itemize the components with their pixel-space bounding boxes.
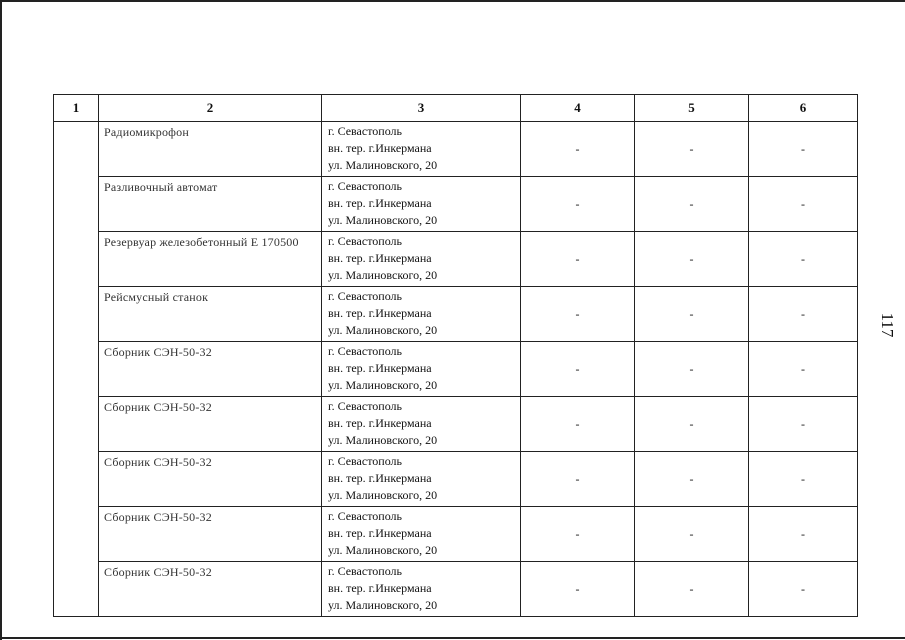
value-c6: - — [749, 507, 858, 562]
address-line: вн. тер. г.Инкермана — [328, 196, 432, 210]
item-address — [322, 342, 521, 397]
item-name: Сборник СЭН-50-32 — [99, 342, 322, 397]
address-line: ул. Малиновского, 20 — [328, 488, 438, 502]
address-line: г. Севастополь — [328, 179, 403, 193]
value-c6: - — [749, 562, 858, 617]
scan-border-left — [0, 0, 2, 640]
item-name: Рейсмусный станок — [99, 287, 322, 342]
item-address — [322, 397, 521, 452]
address-line: г. Севастополь — [328, 454, 403, 468]
value-c4: - — [521, 342, 635, 397]
item-address — [322, 177, 521, 232]
value-c5: - — [635, 342, 749, 397]
table-row — [54, 562, 858, 617]
address-line: вн. тер. г.Инкермана — [328, 361, 432, 375]
address-line: вн. тер. г.Инкермана — [328, 471, 432, 485]
address-line: г. Севастополь — [328, 124, 403, 138]
address-line: г. Севастополь — [328, 234, 403, 248]
address-line: ул. Малиновского, 20 — [328, 378, 438, 392]
value-c6: - — [749, 287, 858, 342]
value-c4: - — [521, 397, 635, 452]
value-c5: - — [635, 177, 749, 232]
page-number: 117 — [878, 312, 897, 338]
item-address — [322, 452, 521, 507]
value-c4: - — [521, 122, 635, 177]
header-col-3: 3 — [322, 95, 521, 122]
table-row — [54, 287, 858, 342]
address-line: г. Севастополь — [328, 399, 403, 413]
address-line: ул. Малиновского, 20 — [328, 598, 438, 612]
table-row — [54, 397, 858, 452]
table-row — [54, 232, 858, 287]
value-c6: - — [749, 122, 858, 177]
item-name: Сборник СЭН-50-32 — [99, 562, 322, 617]
value-c4: - — [521, 177, 635, 232]
value-c5: - — [635, 287, 749, 342]
inventory-table — [53, 94, 858, 617]
table-row — [54, 507, 858, 562]
address-line: ул. Малиновского, 20 — [328, 268, 438, 282]
value-c4: - — [521, 562, 635, 617]
table-row — [54, 342, 858, 397]
table-row — [54, 452, 858, 507]
value-c4: - — [521, 452, 635, 507]
value-c6: - — [749, 452, 858, 507]
value-c5: - — [635, 122, 749, 177]
address-line: ул. Малиновского, 20 — [328, 158, 438, 172]
header-row — [54, 95, 858, 122]
item-address — [322, 232, 521, 287]
item-name: Разливочный автомат — [99, 177, 322, 232]
header-col-1: 1 — [54, 95, 99, 122]
row-index-cell — [54, 122, 99, 617]
value-c5: - — [635, 397, 749, 452]
item-name: Сборник СЭН-50-32 — [99, 397, 322, 452]
item-name: Сборник СЭН-50-32 — [99, 452, 322, 507]
item-name: Резервуар железобетонный Е 170500 — [99, 232, 322, 287]
item-address — [322, 562, 521, 617]
value-c4: - — [521, 232, 635, 287]
address-line: г. Севастополь — [328, 289, 403, 303]
scan-border-top — [0, 0, 905, 2]
value-c6: - — [749, 232, 858, 287]
header-col-5: 5 — [635, 95, 749, 122]
table-row — [54, 122, 858, 177]
value-c5: - — [635, 452, 749, 507]
item-address — [322, 122, 521, 177]
value-c5: - — [635, 562, 749, 617]
header-col-2: 2 — [99, 95, 322, 122]
value-c5: - — [635, 507, 749, 562]
value-c6: - — [749, 342, 858, 397]
value-c5: - — [635, 232, 749, 287]
scan-border-bottom — [0, 637, 905, 639]
address-line: ул. Малиновского, 20 — [328, 213, 438, 227]
address-line: вн. тер. г.Инкермана — [328, 306, 432, 320]
item-address — [322, 507, 521, 562]
address-line: ул. Малиновского, 20 — [328, 543, 438, 557]
address-line: г. Севастополь — [328, 344, 403, 358]
address-line: вн. тер. г.Инкермана — [328, 251, 432, 265]
item-name: Сборник СЭН-50-32 — [99, 507, 322, 562]
header-col-4: 4 — [521, 95, 635, 122]
value-c4: - — [521, 507, 635, 562]
value-c4: - — [521, 287, 635, 342]
address-line: вн. тер. г.Инкермана — [328, 581, 432, 595]
address-line: вн. тер. г.Инкермана — [328, 526, 432, 540]
header-col-6: 6 — [749, 95, 858, 122]
item-name: Радиомикрофон — [99, 122, 322, 177]
address-line: ул. Малиновского, 20 — [328, 433, 438, 447]
table-row — [54, 177, 858, 232]
value-c6: - — [749, 397, 858, 452]
address-line: г. Севастополь — [328, 564, 403, 578]
address-line: вн. тер. г.Инкермана — [328, 416, 432, 430]
address-line: г. Севастополь — [328, 509, 403, 523]
address-line: ул. Малиновского, 20 — [328, 323, 438, 337]
address-line: вн. тер. г.Инкермана — [328, 141, 432, 155]
item-address — [322, 287, 521, 342]
value-c6: - — [749, 177, 858, 232]
